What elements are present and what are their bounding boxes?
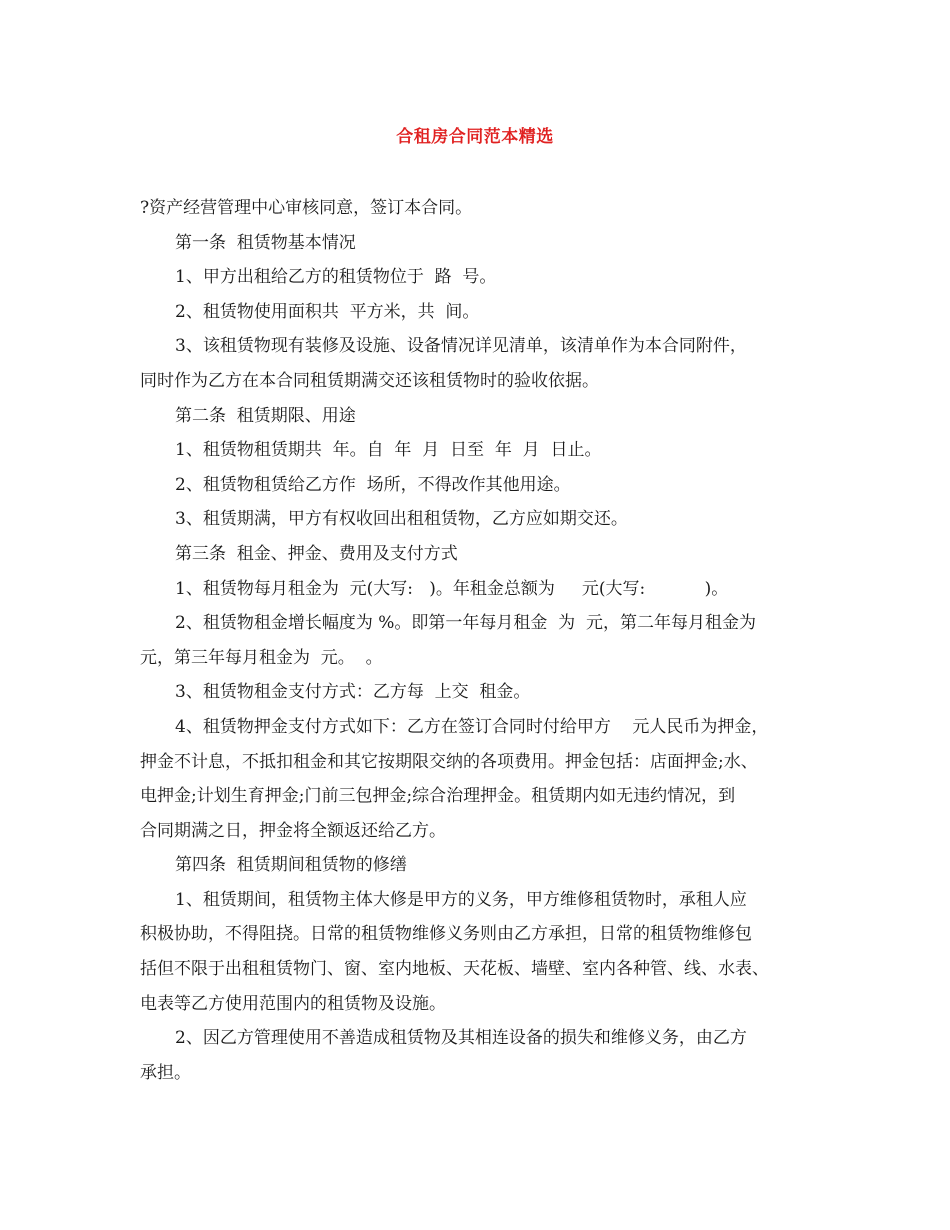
paragraph-line: 1、租赁物每月租金为 元(大写: )。年租金总额为 元(大写: )。 — [175, 578, 729, 599]
paragraph-line: 2、租赁物租赁给乙方作 场所，不得改作其他用途。 — [175, 474, 571, 495]
paragraph-line: 3、租赁期满，甲方有权收回出租租赁物，乙方应如期交还。 — [175, 509, 628, 530]
paragraph-line: 元，第三年每月租金为 元。 。 — [140, 647, 383, 668]
paragraph-line: 1、租赁物租赁期共 年。自 年 月 日至 年 月 日止。 — [175, 440, 602, 461]
paragraph-line: 第三条 租金、押金、费用及支付方式 — [175, 543, 458, 564]
paragraph-line: 4、租赁物押金支付方式如下：乙方在签订合同时付给甲方 元人民币为押金， — [175, 716, 769, 737]
paragraph-line: 承担。 — [140, 1062, 191, 1083]
paragraph-line: 3、该租赁物现有装修及设施、设备情况详见清单，该清单作为本合同附件， — [175, 336, 747, 357]
paragraph-line: 第四条 租赁期间租赁物的修缮 — [175, 855, 407, 876]
paragraph-line: 同时作为乙方在本合同租赁期满交还该租赁物时的验收依据。 — [140, 370, 599, 391]
paragraph-line: 第一条 租赁物基本情况 — [175, 232, 356, 253]
paragraph-line: 电表等乙方使用范围内的租赁物及设施。 — [140, 993, 446, 1014]
paragraph-line: 3、租赁物租金支付方式：乙方每 上交 租金。 — [175, 682, 531, 703]
paragraph-line: 1、甲方出租给乙方的租赁物位于 路 号。 — [175, 267, 497, 288]
paragraph-line: 括但不限于出租租赁物门、窗、室内地板、天花板、墙壁、室内各种管、线、水表、 — [140, 959, 769, 980]
paragraph-line: 1、租赁期间，租赁物主体大修是甲方的义务，甲方维修租赁物时，承租人应 — [175, 889, 747, 910]
paragraph-line: 合同期满之日，押金将全额返还给乙方。 — [140, 820, 446, 841]
paragraph-line: 2、租赁物使用面积共 平方米，共 间。 — [175, 301, 480, 322]
paragraph-line: 第二条 租赁期限、用途 — [175, 405, 356, 426]
paragraph-line: 电押金;计划生育押金;门前三包押金;综合治理押金。租赁期内如无违约情况，到 — [140, 786, 736, 807]
paragraph-line: 2、因乙方管理使用不善造成租赁物及其相连设备的损失和维修义务，由乙方 — [175, 1028, 747, 1049]
paragraph-line: 押金不计息，不抵扣租金和其它按期限交纳的各项费用。押金包括：店面押金;水、 — [140, 751, 758, 772]
paragraph-line: ?资产经营管理中心审核同意，签订本合同。 — [140, 198, 473, 218]
document-title: 合租房合同范本精选 — [396, 127, 554, 147]
document-body — [140, 191, 820, 1090]
paragraph-line: 2、租赁物租金增长幅度为 %。即第一年每月租金 为 元，第二年每月租金为 — [175, 613, 756, 634]
paragraph-line: 积极协助，不得阻挠。日常的租赁物维修义务则由乙方承担，日常的租赁物维修包 — [140, 924, 752, 945]
